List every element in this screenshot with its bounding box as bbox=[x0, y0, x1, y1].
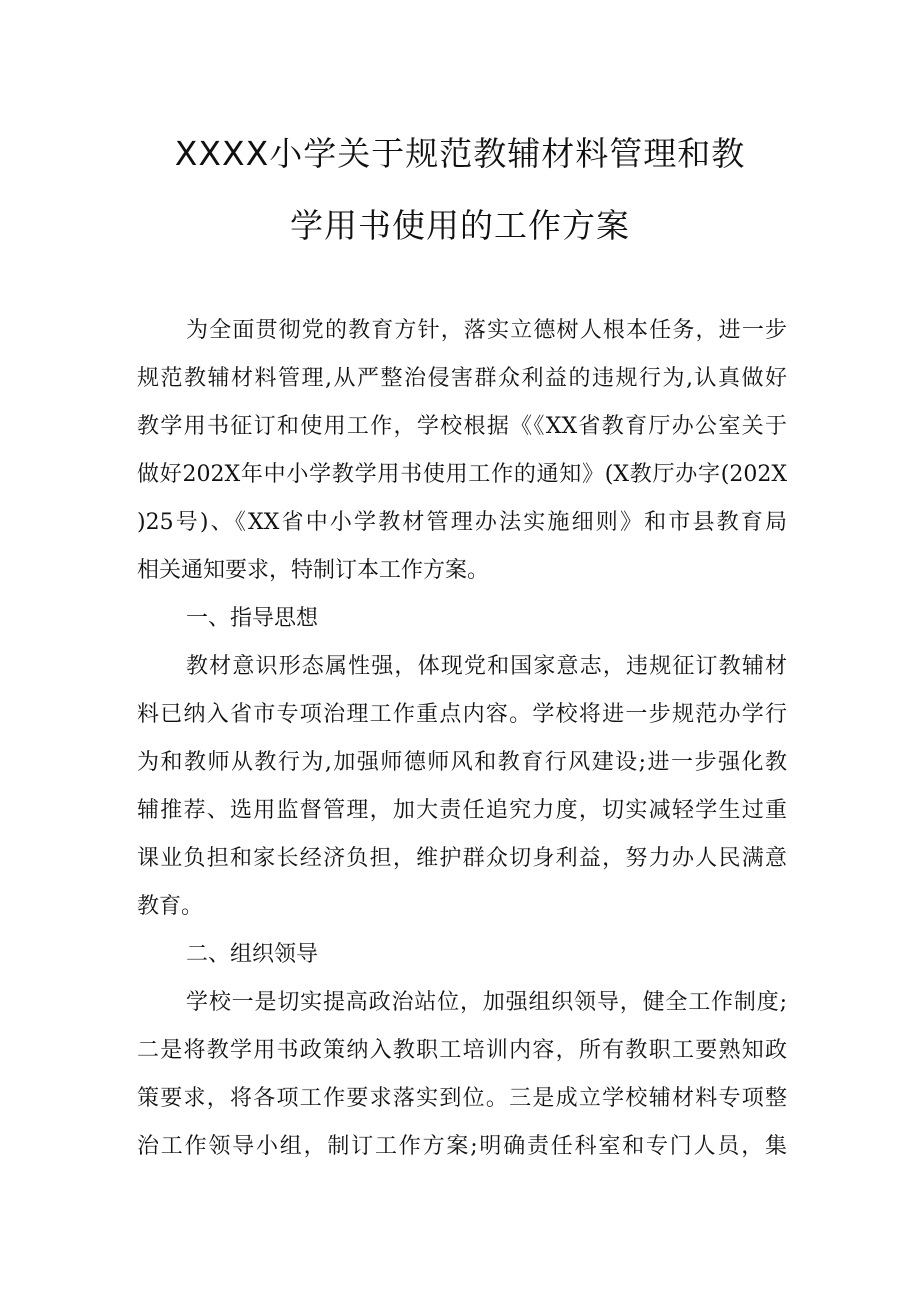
section-1-line-6: 教育。 bbox=[137, 894, 204, 919]
section-1-heading: 一、指导思想 bbox=[186, 606, 319, 631]
intro-line-6: 相关通知要求，特制订本工作方案。 bbox=[137, 558, 490, 583]
intro-line-3: 教学用书征订和使用工作，学校根据《《XX省教育厅办公室关于 bbox=[137, 414, 787, 439]
section-2-line-3: 策要求，将各项工作要求落实到位。三是成立学校辅材料专项整 bbox=[137, 1086, 787, 1111]
section-2-heading: 二、组织领导 bbox=[186, 942, 319, 967]
intro-line-5: )25号)、《XX省中小学教材管理办法实施细则》和市县教育局 bbox=[137, 510, 787, 535]
section-2-line-2: 二是将教学用书政策纳入教职工培训内容，所有教职工要熟知政 bbox=[137, 1038, 787, 1063]
document-title-line-2: 学用书使用的工作方案 bbox=[290, 206, 630, 245]
document-title-line-1: XXXX小学关于规范教辅材料管理和教 bbox=[174, 134, 746, 173]
intro-line-1: 为全面贯彻党的教育方针，落实立德树人根本任务，进一步 bbox=[186, 318, 787, 343]
section-2-line-4: 治工作领导小组，制订工作方案;明确责任科室和专门人员，集 bbox=[137, 1134, 787, 1159]
section-1-line-2: 料已纳入省市专项治理工作重点内容。学校将进一步规范办学行 bbox=[137, 702, 787, 727]
section-2-line-1: 学校一是切实提高政治站位，加强组织领导，健全工作制度; bbox=[186, 990, 787, 1015]
intro-line-2: 规范教辅材料管理,从严整治侵害群众利益的违规行为,认真做好 bbox=[137, 366, 787, 391]
section-1-line-3: 为和教师从教行为,加强师德师风和教育行风建设;进一步强化教 bbox=[137, 750, 787, 775]
section-1-line-4: 辅推荐、选用监督管理，加大责任追究力度，切实减轻学生过重 bbox=[137, 798, 787, 823]
section-1-line-5: 课业负担和家长经济负担，维护群众切身利益，努力办人民满意 bbox=[137, 846, 787, 871]
section-1-line-1: 教材意识形态属性强，体现党和国家意志，违规征订教辅材 bbox=[186, 654, 787, 679]
intro-line-4: 做好202X年中小学教学用书使用工作的通知》(X教厅办字(202X bbox=[137, 462, 787, 487]
